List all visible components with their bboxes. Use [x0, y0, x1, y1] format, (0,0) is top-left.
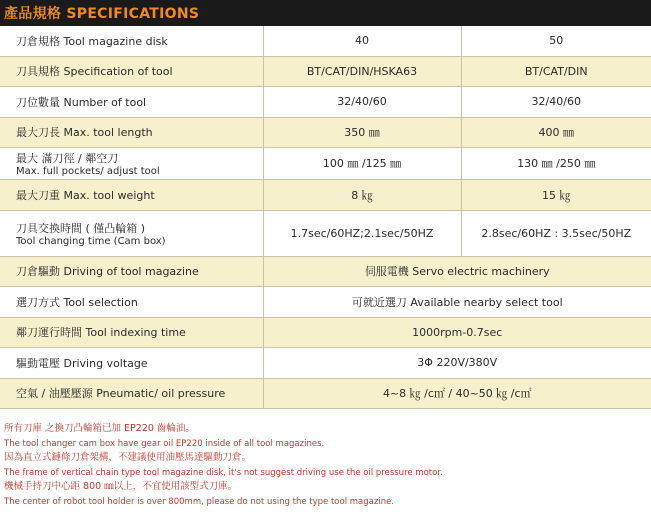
table-row — [0, 378, 651, 408]
row-label-en: Max. full pockets/ adjust tool — [16, 165, 160, 177]
row-value: 3Φ 220V/380V — [263, 347, 651, 378]
page-title: 產品規格 SPECIFICATIONS — [4, 6, 200, 22]
table-row — [0, 179, 651, 210]
table-row — [0, 147, 651, 179]
row-value-col1: 100 ㎜ /125 ㎜ — [263, 147, 461, 179]
row-value-col1: 8 ㎏ — [263, 179, 461, 210]
note-zh: 所有刀庫 之換刀凸輪箱已加 EP220 齒輪油。 — [4, 423, 195, 434]
row-value: 伺服電機 Servo electric machinery — [263, 256, 651, 286]
row-label: 鄰刀運行時間 Tool indexing time — [0, 317, 263, 347]
title-bar — [0, 0, 651, 26]
row-label: 最大刀長 Max. tool length — [0, 117, 263, 147]
row-value-col1: 1.7sec/60HZ;2.1sec/50HZ — [263, 210, 461, 256]
row-value-col2: 15 ㎏ — [461, 179, 651, 210]
note-zh: 因為直立式鏈條刀倉架構，不建議使用油壓馬達驅動刀倉。 — [4, 452, 252, 463]
table-row — [0, 86, 651, 117]
row-value-col2: 130 ㎜ /250 ㎜ — [461, 147, 651, 179]
table-row — [0, 347, 651, 378]
row-value-col1: 40 — [263, 26, 461, 56]
table-row — [0, 256, 651, 286]
row-value: 1000rpm-0.7sec — [263, 317, 651, 347]
row-label: 空氣 / 油壓壓源 Pneumatic/ oil pressure — [0, 378, 263, 408]
note-en: The tool changer cam box have gear oil EP220 inside of all tool magazines. — [4, 438, 325, 449]
row-value-col1: BT/CAT/DIN/HSKA63 — [263, 56, 461, 86]
row-value-col2: 2.8sec/60HZ : 3.5sec/50HZ — [461, 210, 651, 256]
row-value-col2: 400 ㎜ — [461, 117, 651, 147]
row-label: 刀倉規格 Tool magazine disk — [0, 26, 263, 56]
row-label: 刀倉驅動 Driving of tool magazine — [0, 256, 263, 286]
row-value: 可就近選刀 Available nearby select tool — [263, 286, 651, 317]
row-label — [0, 210, 263, 256]
row-value: 4~8 ㎏ /c㎡ / 40~50 ㎏ /c㎡ — [263, 378, 651, 408]
table-row — [0, 56, 651, 86]
row-label-zh: 刀具交換時間 ( 僅凸輪箱 ) — [16, 221, 146, 235]
row-value-col2: BT/CAT/DIN — [461, 56, 651, 86]
spec-table — [0, 26, 651, 409]
row-value-col1: 32/40/60 — [263, 86, 461, 117]
row-label-en: Tool changing time (Cam box) — [16, 235, 166, 247]
table-row — [0, 286, 651, 317]
row-label: 最大刀重 Max. tool weight — [0, 179, 263, 210]
row-label: 選刀方式 Tool selection — [0, 286, 263, 317]
table-row — [0, 117, 651, 147]
row-value-col1: 350 ㎜ — [263, 117, 461, 147]
row-value-col2: 32/40/60 — [461, 86, 651, 117]
table-row — [0, 317, 651, 347]
table-row — [0, 210, 651, 256]
row-label: 刀位數量 Number of tool — [0, 86, 263, 117]
row-label: 驅動電壓 Driving voltage — [0, 347, 263, 378]
notes — [4, 422, 644, 509]
row-label-zh: 最大 滿刀徑 / 鄰空刀 — [16, 151, 119, 165]
row-value-col2: 50 — [461, 26, 651, 56]
note-en: The frame of vertical chain type tool magazine disk, it's not suggest driving use the oil pressure motor. — [4, 467, 443, 478]
table-row — [0, 26, 651, 56]
note-en: The center of robot tool holder is over 800mm, please do not using the type tool magazine. — [4, 496, 395, 507]
row-label — [0, 147, 263, 179]
row-label: 刀具規格 Specification of tool — [0, 56, 263, 86]
note-zh: 機械手持刀中心距 800 ㎜以上，不宜使用該型式刀庫。 — [4, 481, 238, 492]
